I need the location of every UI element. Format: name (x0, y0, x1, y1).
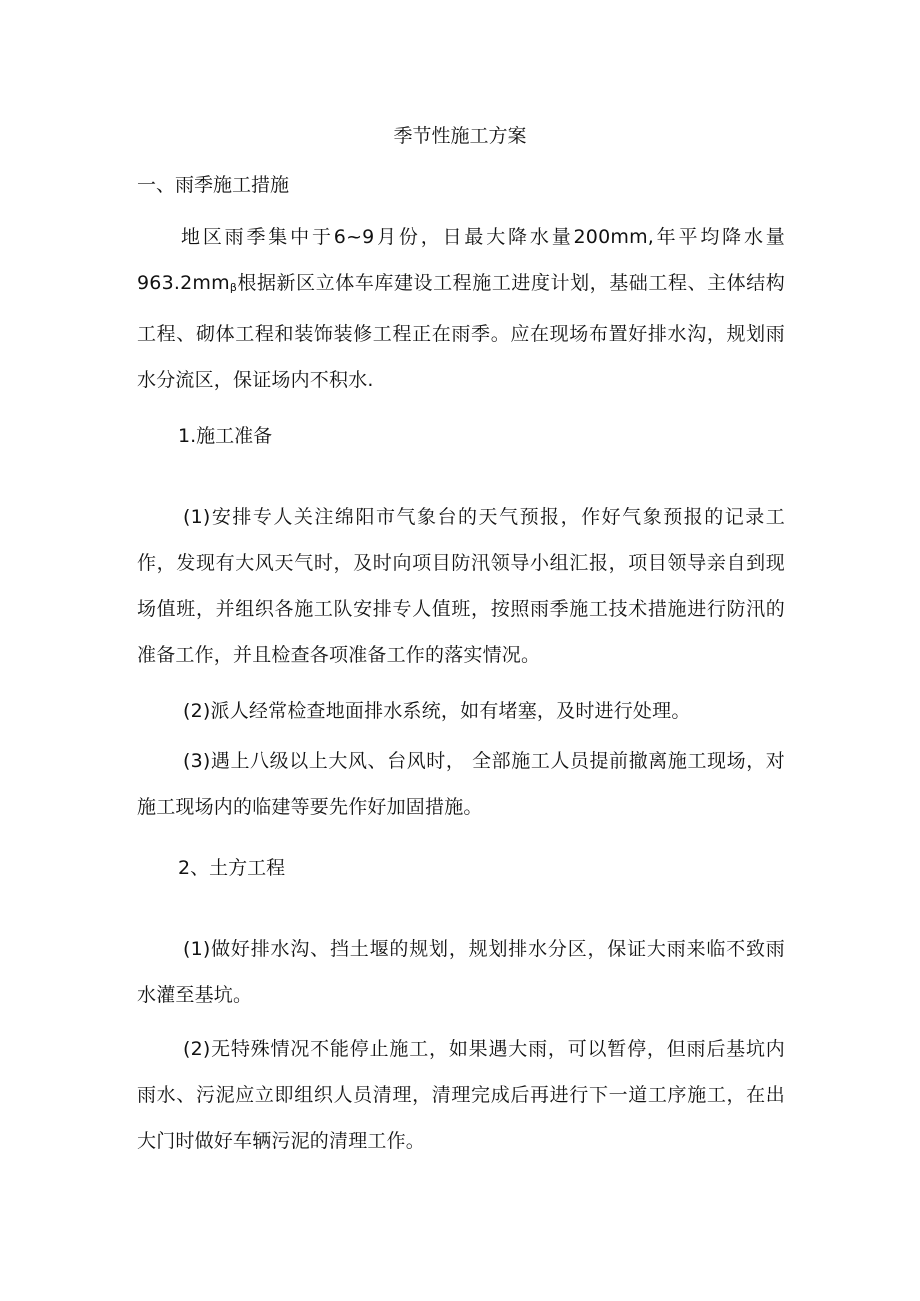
document-title: 季节性施工方案 (393, 125, 527, 147)
subsection-heading-earthwork: 2、土方工程 (178, 857, 286, 879)
preparation-item-3: (3)遇上八级以上大风、台风时， 全部施工人员提前撤离施工现场，对施工现场内的临建等要先作好加固措施。 (137, 750, 785, 818)
preparation-item-2: (2)派人经常检查地面排水系统，如有堵塞，及时进行处理。 (183, 700, 691, 722)
intro-text-part2: 根据新区立体车库建设工程施工进度计划，基础工程、主体结构工程、砌体工程和装饰装修工程正在雨季。应在现场布置好排水沟，规划雨水分流区，保证场内不积水. (137, 272, 785, 391)
preparation-item-1: (1)安排专人关注绵阳市气象台的天气预报，作好气象预报的记录工作，发现有大风天气时，及时向项目防汛领导小组汇报，项目领导亲自到现场值班，并组织各施工队安排专人值班，按照雨季施工技术措施进行防汛的准备工作，并且检查各项准备工作的落实情况。 (137, 506, 785, 666)
intro-beta-glyph: β (229, 281, 238, 294)
intro-paragraph (137, 214, 785, 403)
intro-text-part1: 地区雨季集中于6~9月份，日最大降水量200mm,年平均降水量963.2mm (137, 226, 785, 294)
section-heading-rainy-season: 一、雨季施工措施 (137, 174, 290, 196)
earthwork-item-2: (2)无特殊情况不能停止施工，如果遇大雨，可以暂停，但雨后基坑内雨水、污泥应立即组织人员清理，清理完成后再进行下一道工序施工，在出大门时做好车辆污泥的清理工作。 (137, 1038, 785, 1152)
subsection-heading-preparation: 1.施工准备 (178, 425, 273, 447)
earthwork-item-1: (1)做好排水沟、挡土堰的规划，规划排水分区，保证大雨来临不致雨水灌至基坑。 (137, 938, 785, 1006)
